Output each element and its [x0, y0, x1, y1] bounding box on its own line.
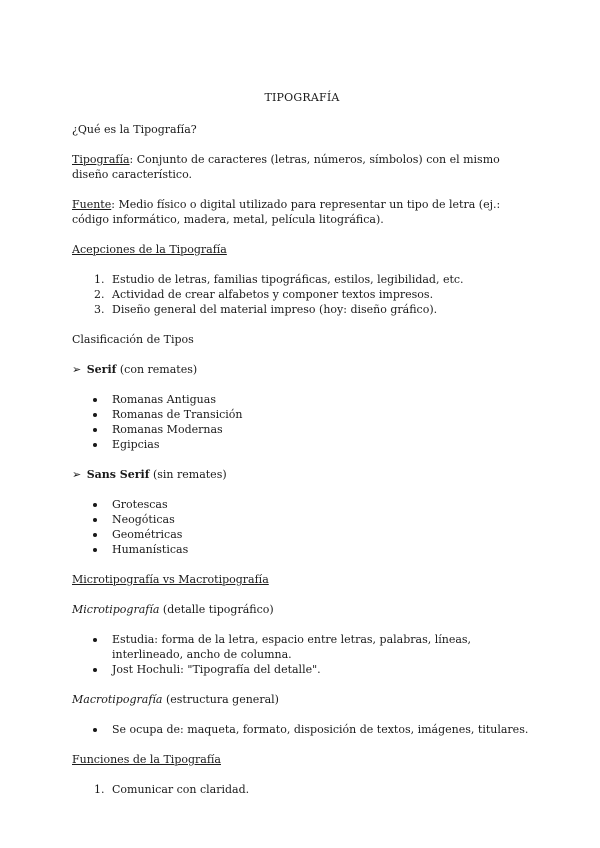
serif-list	[72, 392, 532, 452]
document-content	[72, 90, 532, 812]
list-item: Grotescas	[108, 497, 532, 512]
clasificacion-heading: Clasificación de Tipos	[72, 333, 194, 346]
macro-term: Macrotipografía	[72, 693, 163, 706]
funciones-list	[72, 782, 532, 797]
list-item: 1. Comunicar con claridad.	[108, 782, 532, 797]
sans-list	[72, 497, 532, 557]
list-item: Jost Hochuli: "Tipografía del detalle".	[108, 662, 532, 677]
micro-macro-heading: Microtipografía vs Macrotipografía	[72, 573, 269, 586]
page-title: TIPOGRAFÍA	[264, 91, 340, 104]
list-item: 1. Estudio de letras, familias tipográficas, estilos, legibilidad, etc.	[108, 272, 532, 287]
list-item: Geométricas	[108, 527, 532, 542]
list-item: 3. Diseño general del material impreso (hoy: diseño gráfico).	[108, 302, 532, 317]
micro-list	[72, 632, 532, 677]
serif-note: (con remates)	[116, 363, 198, 376]
sans-name: Sans Serif	[86, 468, 150, 481]
acepciones-heading: Acepciones de la Tipografía	[72, 243, 227, 256]
micro-note: (detalle tipográfico)	[159, 603, 274, 616]
arrow-icon: ➢	[72, 363, 82, 376]
list-item: 2. Actividad de crear alfabetos y componer textos impresos.	[108, 287, 532, 302]
list-item: Se ocupa de: maqueta, formato, disposición de textos, imágenes, titulares.	[108, 722, 532, 737]
arrow-icon: ➢	[72, 468, 82, 481]
fuente-term: Fuente	[72, 198, 112, 211]
micro-heading	[72, 602, 532, 617]
sans-heading	[72, 467, 532, 482]
tipografia-text: : Conjunto de caracteres (letras, números, símbolos) con el mismo diseño característico.	[72, 153, 500, 181]
serif-heading	[72, 362, 532, 377]
list-item: Estudia: forma de la letra, espacio entre letras, palabras, líneas, interlineado, ancho de columna.	[108, 632, 532, 662]
serif-name: Serif	[86, 363, 117, 376]
fuente-definition	[72, 197, 532, 227]
acepciones-list	[72, 272, 532, 317]
sans-note: (sin remates)	[149, 468, 227, 481]
list-item: Romanas de Transición	[108, 407, 532, 422]
macro-list	[72, 722, 532, 737]
list-item: Romanas Antiguas	[108, 392, 532, 407]
funciones-heading: Funciones de la Tipografía	[72, 753, 221, 766]
macro-note: (estructura general)	[162, 693, 279, 706]
macro-heading	[72, 692, 532, 707]
list-item: Neogóticas	[108, 512, 532, 527]
fuente-text: : Medio físico o digital utilizado para representar un tipo de letra (ej.: código informático, madera, metal, película litográfica).	[72, 198, 501, 226]
list-item: Egipcias	[108, 437, 532, 452]
list-item: Humanísticas	[108, 542, 532, 557]
micro-term: Microtipografía	[72, 603, 160, 616]
tipografia-term: Tipografía	[72, 153, 130, 166]
list-item: Romanas Modernas	[108, 422, 532, 437]
question-line: ¿Qué es la Tipografía?	[72, 123, 197, 136]
tipografia-definition	[72, 152, 532, 182]
